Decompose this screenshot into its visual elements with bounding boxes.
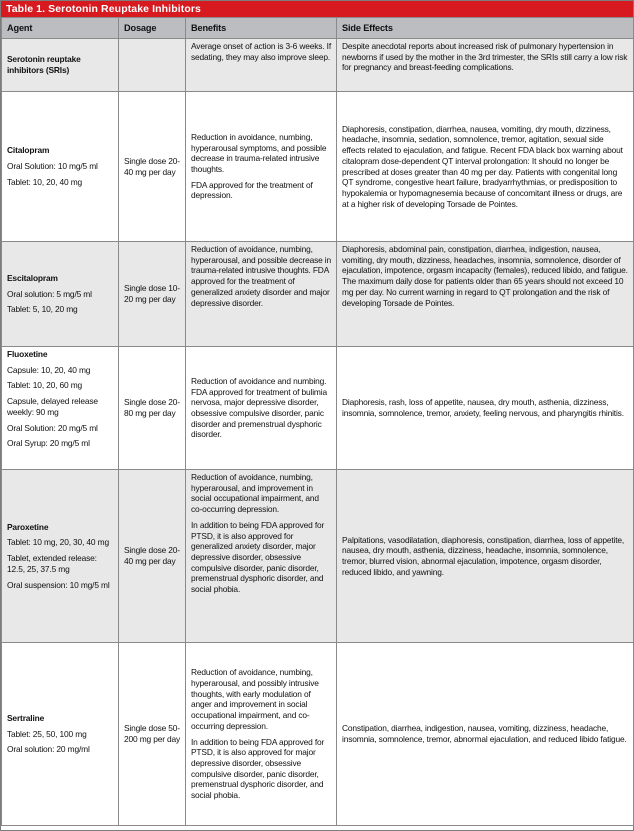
dosage-cell xyxy=(119,347,186,470)
agent-name: Fluoxetine xyxy=(7,349,48,359)
benefit-text: Reduction of avoidance, numbing, hyperarousal, and possibly intrusive thoughts, with early modulation of anger and improvement in social occupational impairment, and co-occurring depression. xyxy=(191,667,319,731)
agent-form: Tablet: 10 mg, 20, 30, 40 mg xyxy=(7,537,109,548)
agent-form: Oral solution: 5 mg/5 ml xyxy=(7,288,92,299)
dosage-cell xyxy=(119,242,186,347)
side-effects-text: Constipation, diarrhea, indigestion, nausea, vomiting, dizziness, headache, insomnia, somnolence, tremor, abnormal ejaculation, and reduced libido fatigue. xyxy=(342,723,627,744)
table-row xyxy=(2,470,634,643)
agent-cell xyxy=(2,39,119,92)
side-effects-text: Despite anecdotal reports about increased risk of pulmonary hypertension in newborns if used by the mother in the 3rd trimester, the SRIs still carry a low risk for pregnancy and breast-feeding complications. xyxy=(342,41,628,73)
dosage-text: Single dose 50-200 mg per day xyxy=(124,723,181,744)
side-effects-text: Diaphoresis, rash, loss of appetite, nausea, dry mouth, asthenia, dizziness, insomnia, somnolence, tremor, anxiety, feeling nervous, and pharyngitis rhinitis. xyxy=(342,397,624,418)
agent-form: Oral Syrup: 20 mg/5 ml xyxy=(7,438,90,449)
benefit-text: Reduction of avoidance, numbing, hyperarousal, and possible decrease in trauma-related intrusive thoughts. FDA approved for the treatment of generalized anxiety disorder and major depressive disorder. xyxy=(191,244,332,308)
agent-name: Citalopram xyxy=(7,145,50,156)
agent-form: Tablet, extended release: 12.5, 25, 37.5 mg xyxy=(7,553,97,574)
side-effects-cell xyxy=(337,242,634,347)
table-row xyxy=(2,242,634,347)
agent-form: Capsule: 10, 20, 40 mg xyxy=(7,364,91,375)
benefits-cell xyxy=(186,242,337,347)
side-effects-cell xyxy=(337,470,634,643)
table-row xyxy=(2,92,634,242)
side-effects-text: Palpitations, vasodilatation, diaphoresis, constipation, diarrhea, loss of appetite, nausea, dry mouth, asthenia, dizziness, headache, insomnia, somnolence, tremor, blurred vision, abnormal ejaculation, impotence, orgasm disorder, reduced libido, and yawning. xyxy=(342,534,625,577)
agent-form: Oral Solution: 10 mg/5 ml xyxy=(7,161,98,172)
benefits-cell xyxy=(186,92,337,242)
dosage-text: Single dose 10-20 mg per day xyxy=(124,283,180,304)
header-row xyxy=(2,18,634,39)
agent-cell xyxy=(2,643,119,826)
agent-form: Capsule, delayed release weekly: 90 mg xyxy=(7,396,98,417)
side-effects-cell xyxy=(337,39,634,92)
header-agent: Agent xyxy=(2,18,119,39)
side-effects-cell xyxy=(337,643,634,826)
side-effects-text: Diaphoresis, constipation, diarrhea, nausea, vomiting, dry mouth, dizziness, headache, insomnia, sedation, somnolence, tremor, agitation, sexual side effects related to ejaculation, and fatigue. Recent FDA black box warning about citalopram dose-dependent QT interval prolongation: It should no longer be prescribed at doses greater than 40 mg per day. Patients with congenital long QT syndrome, congestive heart failure, bradyarrhythmias, or predisposition to hypokalemia or hypomagnesemia because of concomitant illness or drugs, are at a higher risk of developing Torsade de Pointes. xyxy=(342,123,623,209)
benefits-cell xyxy=(186,347,337,470)
header-dosage: Dosage xyxy=(119,18,186,39)
agent-cell xyxy=(2,347,119,470)
table-title: Table 1. Serotonin Reuptake Inhibitors xyxy=(1,1,633,17)
dosage-cell xyxy=(119,92,186,242)
agent-name: Escitalopram xyxy=(7,272,58,283)
benefits-cell xyxy=(186,643,337,826)
benefit-text: Reduction of avoidance, numbing, hyperarousal, and improvement in social occupational impairment, and co-occurring depression. xyxy=(191,472,319,515)
agent-form: Oral Solution: 20 mg/5 ml xyxy=(7,422,98,433)
agent-form: Oral suspension: 10 mg/5 ml xyxy=(7,579,110,590)
agent-name: Serotonin reuptake inhibitors (SRIs) xyxy=(7,54,81,75)
benefits-cell xyxy=(186,39,337,92)
benefit-text: FDA approved for the treatment of depression. xyxy=(191,179,313,201)
benefit-text: Average onset of action is 3-6 weeks. If sedating, they may also improve sleep. xyxy=(191,41,332,62)
benefit-text: In addition to being FDA approved for PTSD, it is also approved for major depressive disorder, obsessive compulsive disorder, panic disorder, premenstrual dysphoric disorder, and social phobia. xyxy=(191,736,325,801)
srri-table xyxy=(1,17,634,826)
dosage-text: Single dose 20-40 mg per day xyxy=(124,545,180,566)
side-effects-cell xyxy=(337,92,634,242)
dosage-cell xyxy=(119,39,186,92)
side-effects-text: Diaphoresis, abdominal pain, constipation, diarrhea, indigestion, nausea, vomiting, dry mouth, dizziness, headaches, insomnia, somnolence, disorder of ejaculation, impotence, orgasm incapacity (females), reduced libido, and fatigue. The maximum daily dose for patients older than 65 years should not exceed 10 mg per day. No current warning in regard to QT prolongation and the risk of developing Torsade de Pointes. xyxy=(342,244,628,308)
header-benefits: Benefits xyxy=(186,18,337,39)
agent-name: Paroxetine xyxy=(7,521,49,532)
benefits-cell xyxy=(186,470,337,643)
agent-name: Sertraline xyxy=(7,712,45,723)
dosage-cell xyxy=(119,643,186,826)
agent-cell xyxy=(2,242,119,347)
table-row xyxy=(2,39,634,92)
benefit-text: In addition to being FDA approved for PTSD, it is also approved for generalized anxiety disorder, major depressive disorder, obsessive compulsive disorder, panic disorder, premenstrual dysphoric disorder, and social phobia. xyxy=(191,519,325,595)
dosage-text: Single dose 20-40 mg per day xyxy=(124,155,180,177)
agent-form: Tablet: 5, 10, 20 mg xyxy=(7,304,78,315)
table-row xyxy=(2,643,634,826)
side-effects-cell xyxy=(337,347,634,470)
dosage-cell xyxy=(119,470,186,643)
agent-form: Oral solution: 20 mg/ml xyxy=(7,744,90,755)
agent-cell xyxy=(2,470,119,643)
benefit-text: Reduction of avoidance and numbing. FDA approved for treatment of bulimia nervosa, major depressive disorder, obsessive compulsive disorder, panic disorder and premenstrual dysphoric disorder. xyxy=(191,375,327,440)
header-side-effects: Side Effects xyxy=(337,18,634,39)
dosage-text: Single dose 20-80 mg per day xyxy=(124,397,180,418)
agent-form: Tablet: 10, 20, 60 mg xyxy=(7,380,83,391)
agent-form: Tablet: 25, 50, 100 mg xyxy=(7,728,87,739)
agent-form: Tablet: 10, 20, 40 mg xyxy=(7,176,83,187)
agent-cell xyxy=(2,92,119,242)
table-row xyxy=(2,347,634,470)
benefit-text: Reduction in avoidance, numbing, hyperarousal symptoms, and possible decrease in trauma-related intrusive thoughts. xyxy=(191,131,327,174)
